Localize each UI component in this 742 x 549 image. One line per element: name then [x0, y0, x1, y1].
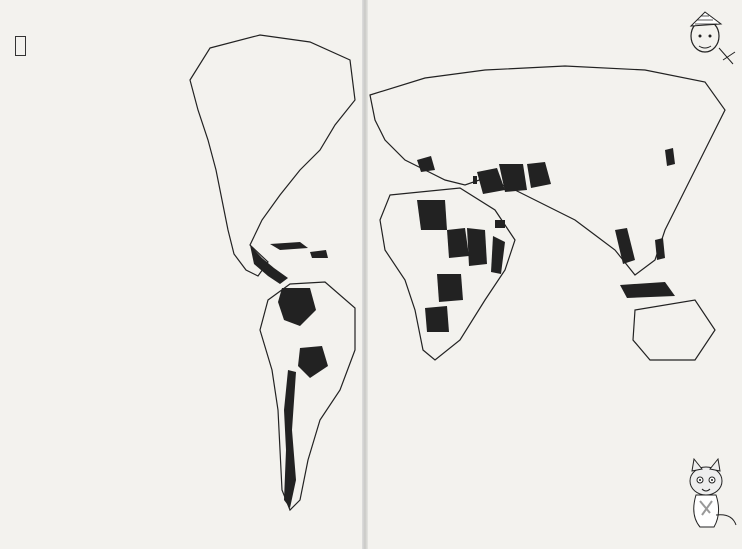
north-america-outline — [190, 35, 355, 276]
americas-map-svg — [150, 30, 360, 520]
hispaniola-shape — [310, 250, 328, 258]
cuba-shape — [270, 242, 308, 250]
left-page — [0, 0, 365, 549]
chile-shape — [284, 370, 296, 508]
bolivia-shape — [298, 346, 328, 378]
right-page — [365, 0, 742, 549]
angola-shape — [425, 306, 449, 332]
yugoslavia-shape — [417, 156, 435, 172]
sudan-shape — [467, 228, 487, 266]
congo-shape — [437, 274, 463, 302]
somalia-shape — [491, 236, 505, 274]
americas-map — [150, 30, 360, 520]
indochina-shape — [615, 228, 635, 264]
lebanon-shape — [473, 176, 477, 184]
cat-illustration — [670, 455, 740, 535]
yemen-shape — [495, 220, 505, 228]
eurasia-africa-map-svg — [365, 60, 742, 400]
eurasia-africa-map — [365, 60, 742, 400]
colombia-shape — [278, 288, 316, 326]
afghanistan-shape — [527, 162, 551, 188]
indonesia-shape — [620, 282, 675, 298]
president-header — [15, 36, 26, 56]
australia-outline — [633, 300, 715, 360]
chad-shape — [447, 228, 469, 258]
libya-shape — [417, 200, 447, 230]
korea-shape — [665, 148, 675, 166]
